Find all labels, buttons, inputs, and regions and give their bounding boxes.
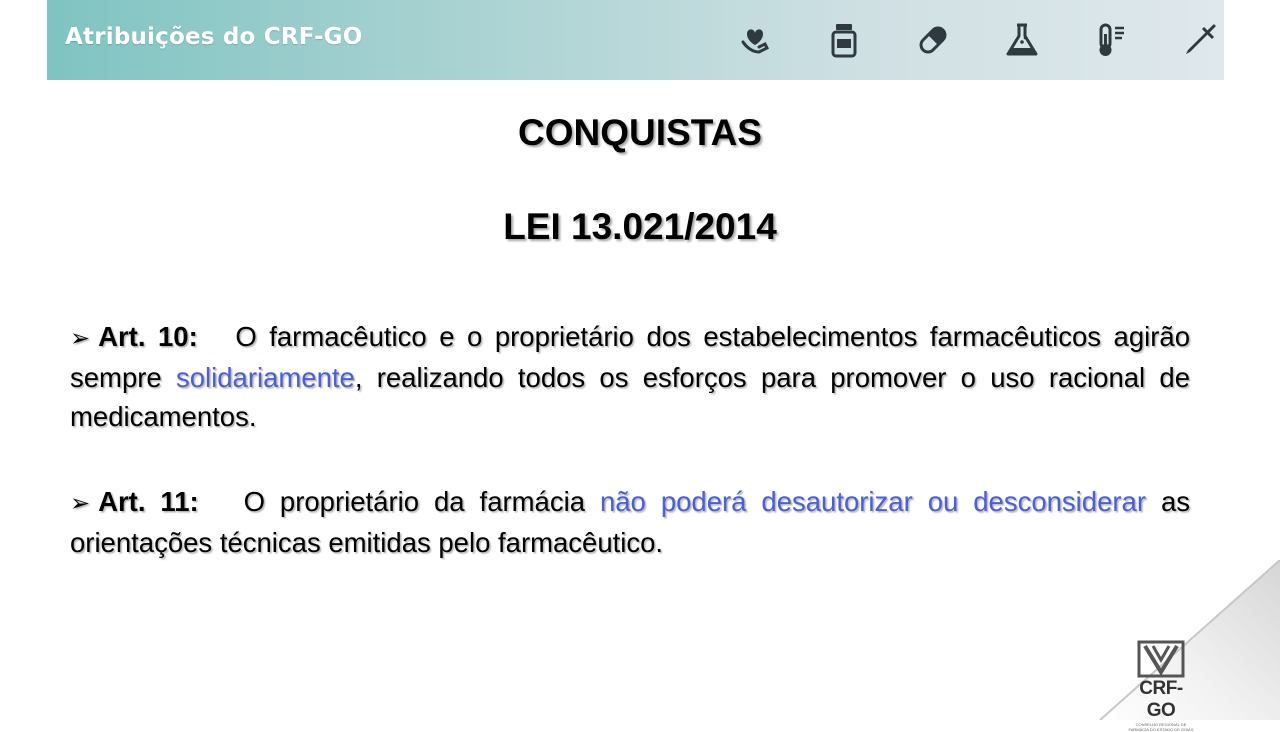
thermometer-icon	[1092, 22, 1130, 58]
law-title: LEI 13.021/2014	[503, 206, 777, 247]
logo-text: CRF-GO	[1139, 678, 1183, 721]
arrow-bullet-icon: ➢	[70, 325, 91, 352]
article-highlight: solidariamente	[175, 362, 355, 393]
article-label: Art. 10:	[98, 321, 198, 352]
capsule-icon	[914, 22, 952, 58]
article-label: Art. 11:	[98, 486, 199, 517]
header-title: Atribuições do CRF-GO	[65, 24, 363, 50]
slide-title: CONQUISTAS	[518, 112, 762, 153]
article-text: O proprietário da farmácia	[243, 486, 600, 517]
article-highlight: não poderá desautorizar ou desconsiderar	[599, 486, 1146, 517]
logo-subtitle: CONSELHO REGIONAL DE FARMÁCIA DO ESTADO DE GOIÁS	[1128, 722, 1194, 732]
article-text: as orientações técnicas emitidas pelo farmacêutico.	[70, 486, 1191, 558]
flask-icon	[1003, 22, 1041, 58]
article-10	[70, 317, 1190, 436]
header-bar	[47, 0, 1224, 80]
heart-hand-icon	[737, 22, 775, 58]
article-11	[70, 482, 1190, 562]
pill-bottle-icon	[825, 22, 863, 58]
crf-go-logo-mark	[1137, 640, 1185, 678]
article-text: O farmacêutico e o proprietário dos estabelecimentos farmacêuticos agirão sempre	[70, 321, 1190, 393]
article-text: , realizando todos os esforços para promover o uso racional de medicamentos.	[70, 362, 1190, 432]
arrow-bullet-icon: ➢	[70, 490, 91, 517]
syringe-icon	[1181, 22, 1219, 58]
crf-go-logo	[1128, 640, 1194, 732]
